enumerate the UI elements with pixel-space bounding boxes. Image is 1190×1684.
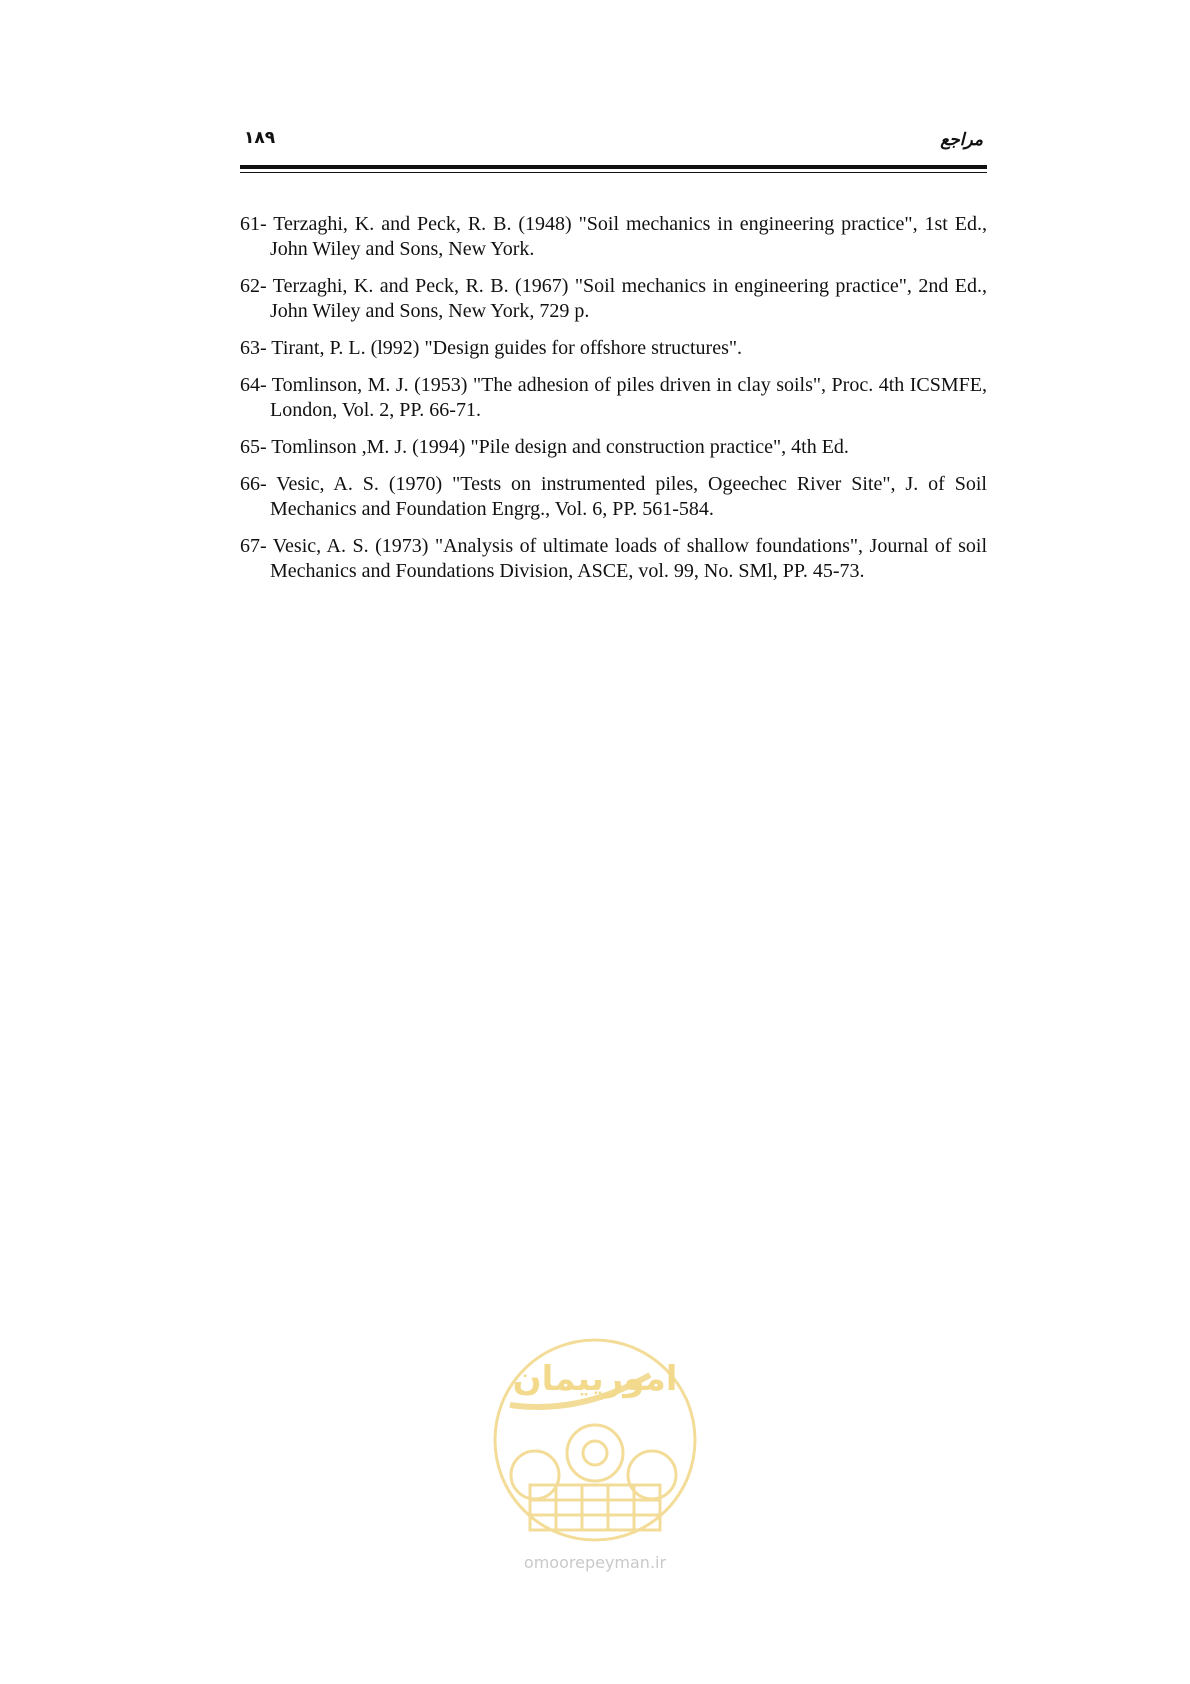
- reference-item: [240, 212, 987, 262]
- page-header: [240, 128, 987, 164]
- reference-list: [240, 212, 987, 596]
- reference-text: 63- Tirant, P. L. (l992) "Design guides for offshore structures".: [240, 337, 743, 359]
- reference-text: 66- Vesic, A. S. (1970) "Tests on instrumented piles, Ogeechec River Site", J. of Soil Mechanics and Foundation Engrg., Vol. 6, PP. 561-584.: [240, 473, 987, 520]
- reference-text: 67- Vesic, A. S. (1973) "Analysis of ultimate loads of shallow foundations", Journal of soil Mechanics and Foundations Division, ASCE, vol. 99, No. SMl, PP. 45-73.: [240, 535, 987, 582]
- reference-item: [240, 435, 987, 460]
- header-rule-thin: [240, 172, 987, 173]
- reference-text: 65- Tomlinson ,M. J. (1994) "Pile design and construction practice", 4th Ed.: [240, 436, 849, 458]
- header-rule-thick: [240, 165, 987, 169]
- reference-item: [240, 534, 987, 584]
- reference-text: 64- Tomlinson, M. J. (1953) "The adhesion of piles driven in clay soils", Proc. 4th ICSMFE, London, Vol. 2, PP. 66-71.: [240, 374, 987, 421]
- watermark-logo-icon: [490, 1335, 700, 1545]
- reference-item: [240, 373, 987, 423]
- page-number: ۱۸۹: [244, 128, 276, 148]
- reference-item: [240, 336, 987, 361]
- watermark: [490, 1335, 700, 1585]
- running-title: مراجع: [940, 130, 983, 150]
- reference-text: 61- Terzaghi, K. and Peck, R. B. (1948) "Soil mechanics in engineering practice", 1st Ed., John Wiley and Sons, New York.: [240, 213, 987, 260]
- reference-text: 62- Terzaghi, K. and Peck, R. B. (1967) "Soil mechanics in engineering practice", 2nd Ed., John Wiley and Sons, New York, 729 p.: [240, 275, 987, 322]
- reference-item: [240, 274, 987, 324]
- reference-item: [240, 472, 987, 522]
- watermark-logo-text: امورپیمان: [512, 1359, 678, 1399]
- watermark-url: omoorepeyman.ir: [523, 1553, 667, 1572]
